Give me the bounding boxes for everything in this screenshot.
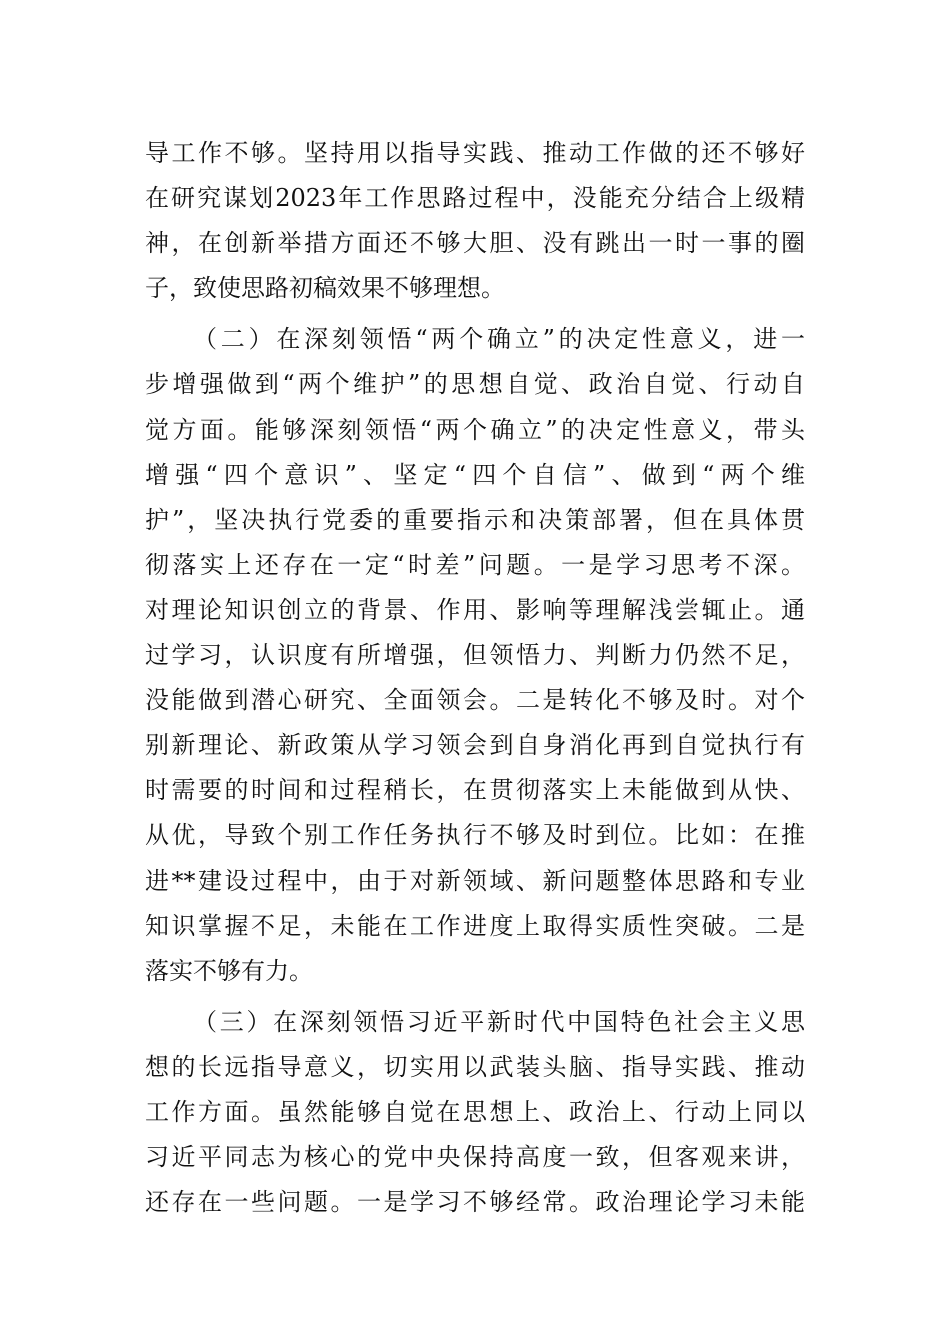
document-body [145,131,805,1225]
text-line: 进**建设过程中，由于对新领域、新问题整体思路和专业 [145,866,805,895]
text-line: 没能做到潜心研究、全面领会。二是转化不够及时。对个 [145,686,805,715]
text-line-indented: （三）在深刻领悟习近平新时代中国特色社会主义思 [193,1007,805,1036]
text-line-indented: （二）在深刻领悟“两个确立”的决定性意义，进一 [193,325,805,354]
text-line: 神，在创新举措方面还不够大胆、没有跳出一时一事的圈 [145,229,805,258]
text-line: 别新理论、新政策从学习领会到自身消化再到自觉执行有 [145,731,805,760]
text-line: 增强“四个意识”、坚定“四个自信”、做到“两个维 [145,460,805,489]
paragraph-3 [145,1000,805,1225]
text-line: 导工作不够。坚持用以指导实践、推动工作做的还不够好 [145,139,805,167]
text-line: 习近平同志为核心的党中央保持高度一致，但客观来讲， [145,1143,805,1172]
text-line: 对理论知识创立的背景、作用、影响等理解浅尝辄止。通 [145,595,805,624]
paragraph-2 [145,317,805,993]
text-line: 时需要的时间和过程稍长，在贯彻落实上未能做到从快、 [145,776,805,805]
text-line: 彻落实上还存在一定“时差”问题。一是学习思考不深。 [145,550,805,579]
text-line: 工作方面。虽然能够自觉在思想上、政治上、行动上同以 [145,1097,805,1126]
text-line: 从优，导致个别工作任务执行不够及时到位。比如：在推 [145,821,805,850]
text-line: 子，致使思路初稿效果不够理想。 [145,274,505,303]
text-line: 还存在一些问题。一是学习不够经常。政治理论学习未能 [145,1188,805,1217]
text-line: 步增强做到“两个维护”的思想自觉、政治自觉、行动自 [145,370,805,399]
text-line: 落实不够有力。 [145,956,313,985]
text-line: 过学习，认识度有所增强，但领悟力、判断力仍然不足， [145,641,805,670]
text-line: 在研究谋划2023年工作思路过程中，没能充分结合上级精 [145,184,805,213]
paragraph-1 [145,131,805,311]
text-line: 护”，坚决执行党委的重要指示和决策部署，但在具体贯 [145,505,805,534]
text-line: 觉方面。能够深刻领悟“两个确立”的决定性意义，带头 [145,415,805,444]
text-line: 知识掌握不足，未能在工作进度上取得实质性突破。二是 [145,911,805,940]
text-line: 想的长远指导意义，切实用以武装头脑、指导实践、推动 [145,1052,805,1081]
